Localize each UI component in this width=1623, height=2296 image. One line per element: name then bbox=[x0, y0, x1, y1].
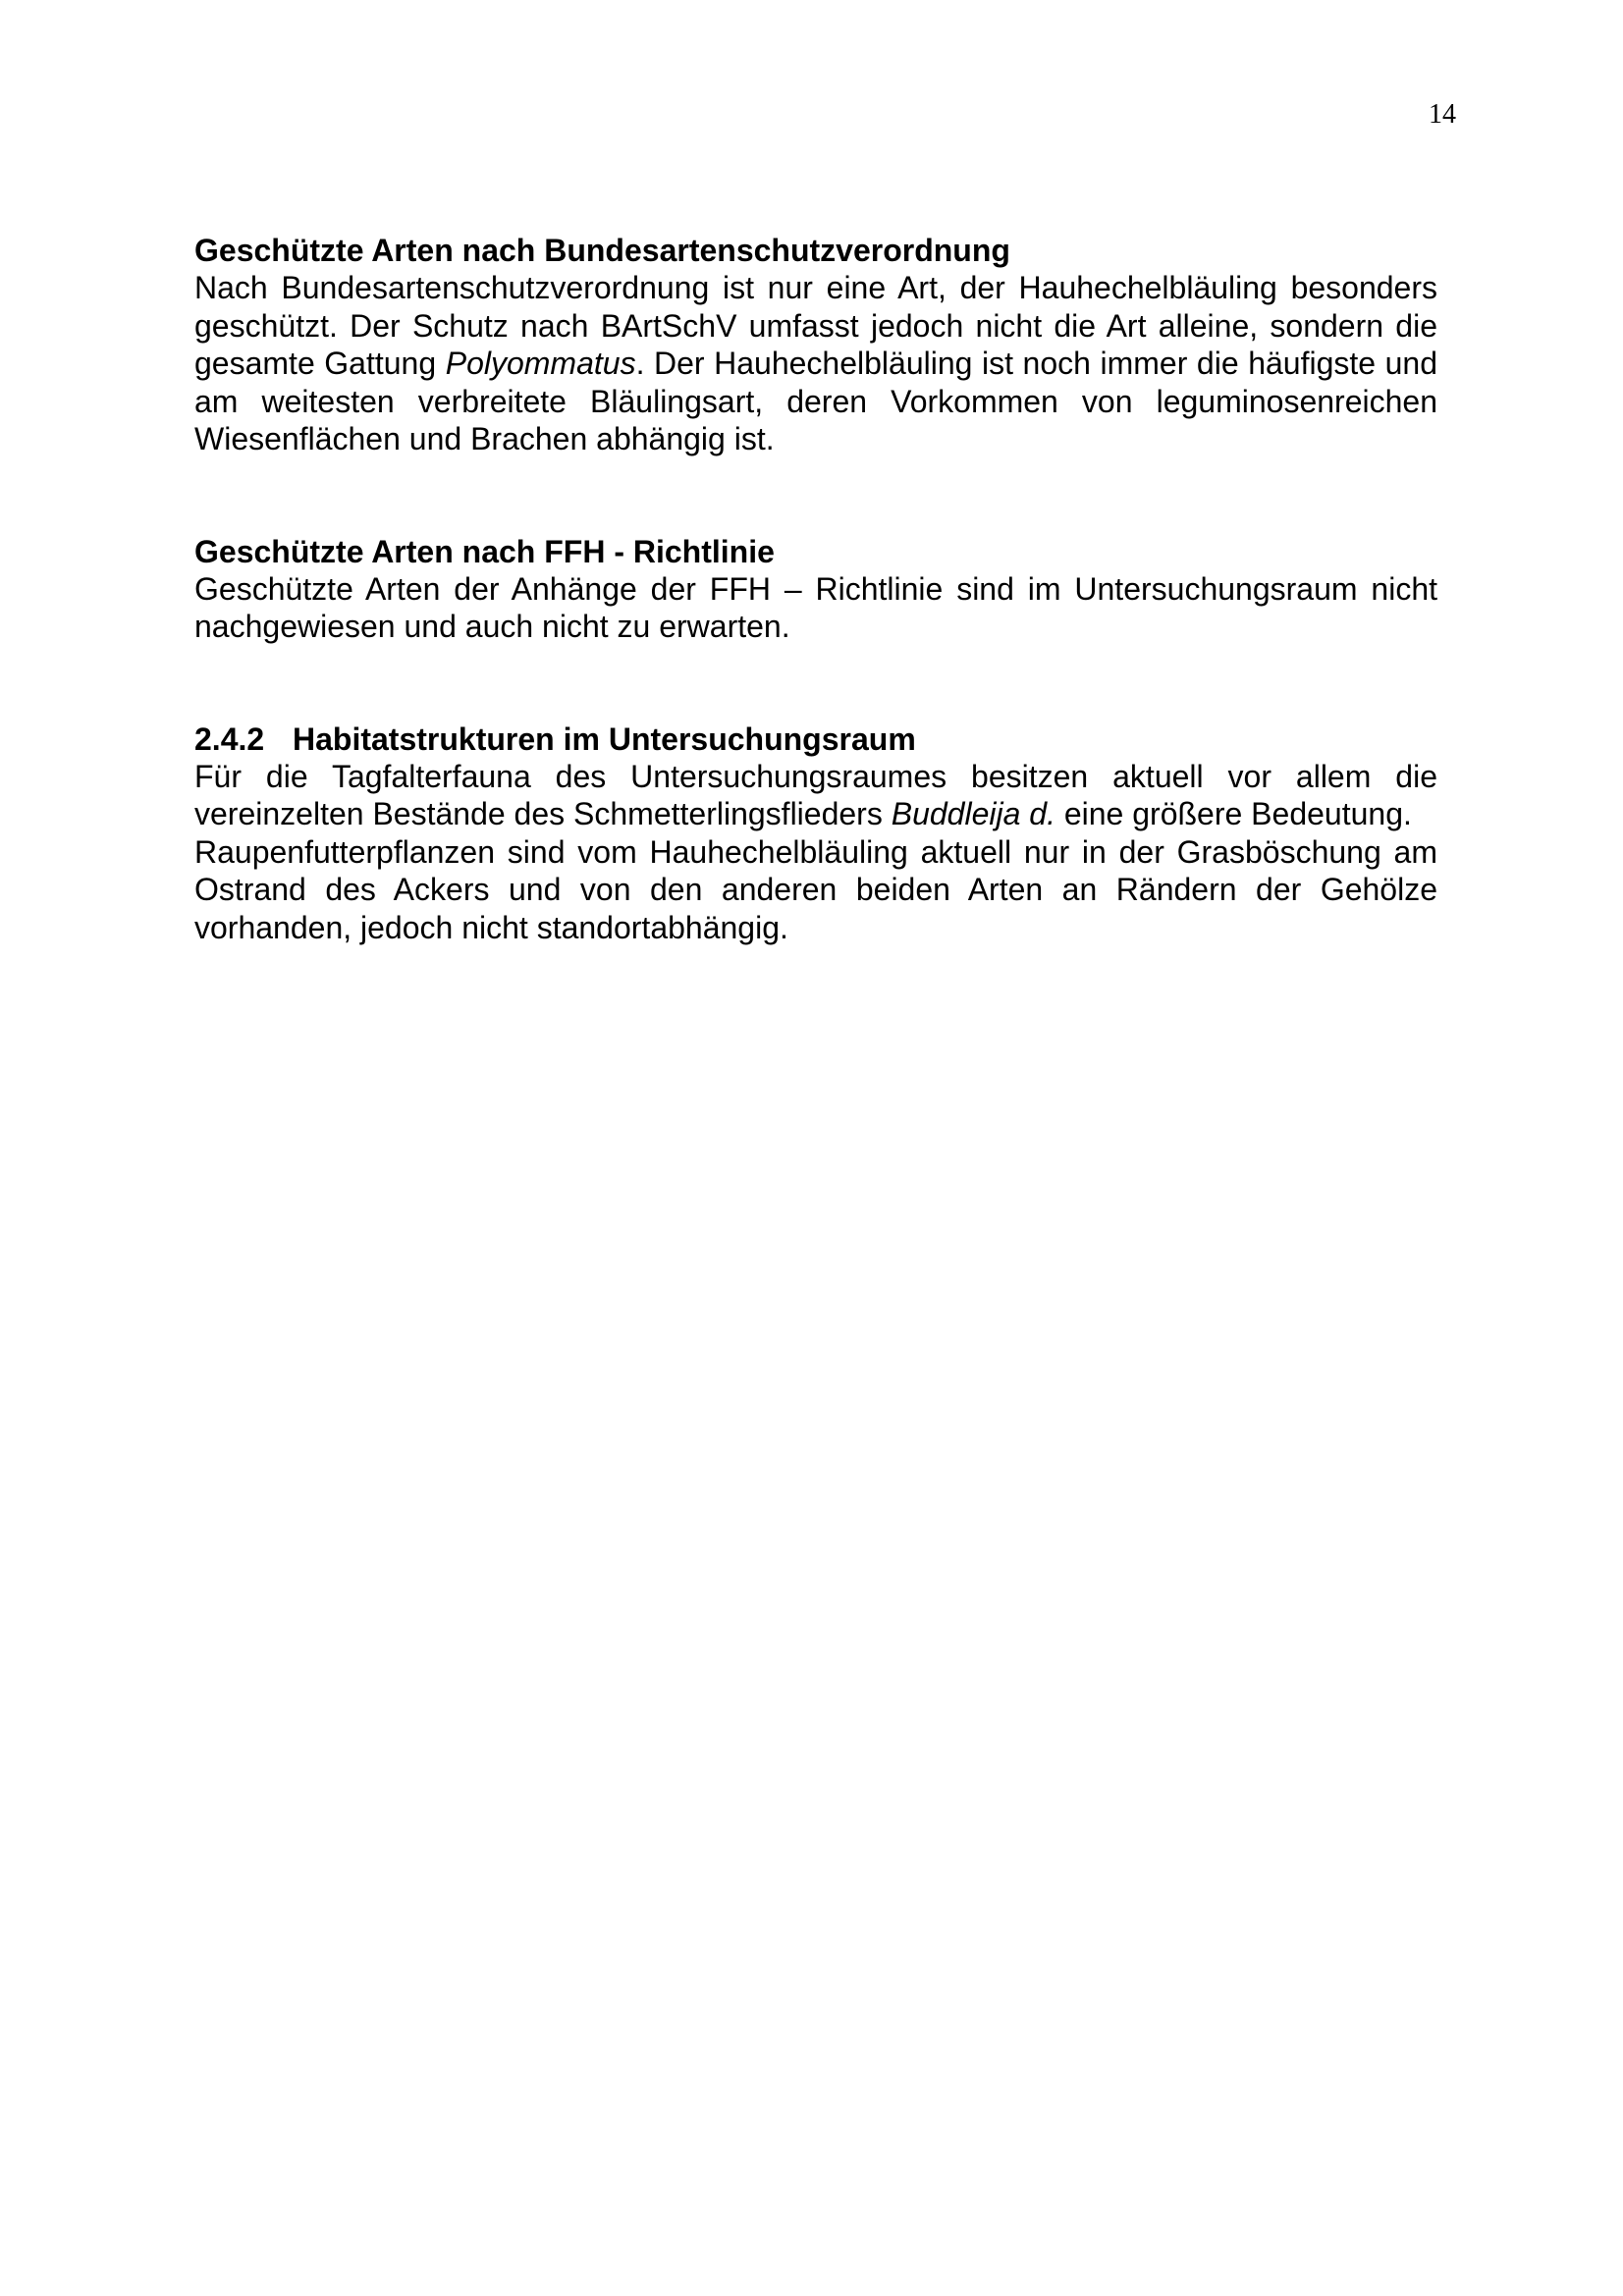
paragraph-text: Nach Bundesartenschutzverordnung ist nur eine Art, der Hauhechelbläuling besonders geschützt. Der Schutz nach BArtSchV umfasst jedoch nicht die Art alleine, sondern die gesamte Gattung bbox=[194, 270, 1437, 381]
section-bundesartenschutz bbox=[194, 232, 1437, 458]
section-heading-text: Habitatstrukturen im Untersuchungsraum bbox=[293, 721, 916, 757]
section-habitatstrukturen bbox=[194, 721, 1437, 947]
species-name: Buddleija d. bbox=[891, 796, 1055, 831]
section-number: 2.4.2 bbox=[194, 721, 265, 757]
section-heading bbox=[194, 721, 1437, 758]
section-heading: Geschützte Arten nach Bundesartenschutzverordnung bbox=[194, 233, 1010, 268]
paragraph-text: Für die Tagfalterfauna des Untersuchungsraumes besitzen aktuell vor allem die vereinzelten Bestände des Schmetterlingsflieders bbox=[194, 758, 1437, 831]
section-paragraph bbox=[194, 758, 1437, 833]
section-paragraph bbox=[194, 269, 1437, 458]
paragraph-text: . Der Hauhechelbläuling ist noch immer die häufigste und am weitesten verbreitete Bläulingsart, deren Vorkommen von leguminosenreichen Wiesenflächen und Brachen abhängig ist. bbox=[194, 346, 1438, 456]
section-heading: Geschützte Arten nach FFH - Richtlinie bbox=[194, 533, 775, 569]
page-number: 14 bbox=[1429, 99, 1456, 130]
genus-name: Polyommatus bbox=[445, 346, 636, 381]
page-content bbox=[194, 232, 1437, 946]
section-paragraph: Geschützte Arten der Anhänge der FFH – Richtlinie sind im Untersuchungsraum nicht nachgewiesen und auch nicht zu erwarten. bbox=[194, 570, 1437, 644]
section-ffh-richtlinie bbox=[194, 533, 1437, 646]
section-paragraph: Raupenfutterpflanzen sind vom Hauhechelbläuling aktuell nur in der Grasböschung am Ostrand des Ackers und von den anderen beiden Arten an Rändern der Gehölze vorhanden, jedoch nicht standortabhängig. bbox=[194, 833, 1437, 945]
paragraph-text: eine größere Bedeutung. bbox=[1055, 796, 1412, 831]
